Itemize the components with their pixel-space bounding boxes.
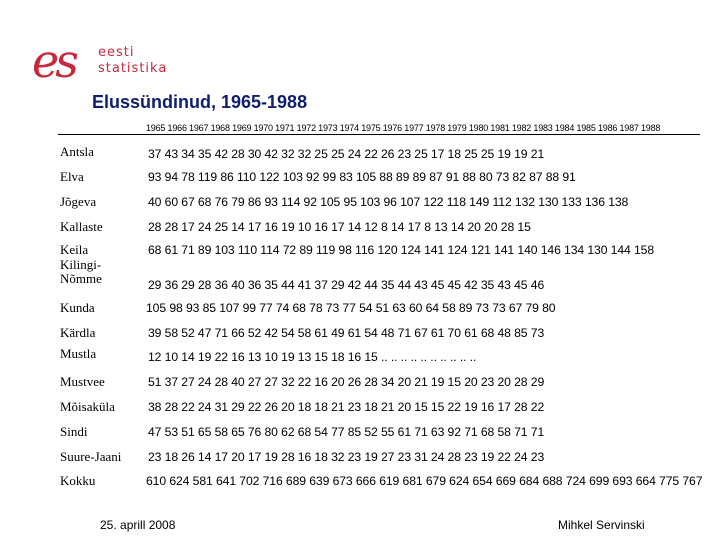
row-name: Mustvee (60, 374, 105, 389)
table-row (60, 474, 706, 492)
row-name: Suure-Jaani (60, 449, 122, 464)
table-row (60, 347, 706, 365)
footer-date: 25. aprill 2008 (100, 518, 176, 532)
row-values: 68 61 71 89 103 110 114 72 89 119 98 116 120 124 141 124 121 141 140 146 134 130 144 158 (148, 243, 655, 257)
row-values: 610 624 581 641 702 716 689 639 673 666 619 681 679 624 654 669 684 688 724 699 693 664 775 767 (146, 474, 703, 488)
row-name: Kärdla (60, 325, 96, 340)
logo-word-line2: statistika (98, 61, 168, 76)
row-name: Elva (60, 169, 84, 184)
page-title: Elussündinud, 1965-1988 (92, 92, 308, 112)
table-row (60, 170, 706, 188)
row-values: 28 28 17 24 25 14 17 16 19 10 16 17 14 12 8 14 17 8 13 14 20 20 28 15 (148, 220, 531, 234)
row-name: Kilingi- Nõmme (60, 257, 102, 286)
row-name: Mõisaküla (60, 399, 115, 414)
table-row (60, 257, 706, 292)
table-row (60, 145, 706, 163)
row-values: 23 18 26 14 17 20 17 19 28 16 18 32 23 19 27 23 31 24 28 23 19 22 24 23 (148, 450, 545, 464)
table-row (60, 326, 706, 344)
row-values: 47 53 51 65 58 65 76 80 62 68 54 77 85 52 55 61 71 63 92 71 68 58 71 71 (148, 425, 545, 439)
row-name: Jõgeva (60, 194, 97, 209)
row-name: Keila (60, 242, 89, 257)
table-row (60, 450, 706, 468)
row-name: Kunda (60, 300, 95, 315)
table-row (60, 425, 706, 443)
row-name: Mustla (60, 346, 97, 361)
row-values: 40 60 67 68 76 79 86 93 114 92 105 95 103 96 107 122 118 149 112 132 130 133 136 138 (148, 195, 629, 209)
logo-mark: es (32, 34, 75, 88)
table-row (60, 375, 706, 393)
table-row (60, 301, 706, 319)
row-name: Kallaste (60, 219, 103, 234)
row-name: Antsla (60, 144, 94, 159)
row-name: Kokku (60, 473, 96, 488)
year-header: 1965 1966 1967 1968 1969 1970 1971 1972 1973 1974 1975 1976 1977 1978 1979 1980 1981 1982 1983 1984 1985 1986 1987 1988 (146, 123, 661, 133)
header-rule (58, 134, 700, 135)
row-name: Sindi (60, 424, 88, 439)
logo (32, 34, 182, 90)
row-values: 105 98 93 85 107 99 77 74 68 78 73 77 54 51 63 60 64 58 89 73 73 67 79 80 (146, 301, 556, 315)
row-values: 29 36 29 28 36 40 36 35 44 41 37 29 42 44 35 44 43 45 45 42 35 43 45 46 (148, 278, 545, 292)
row-values: 93 94 78 119 86 110 122 103 92 99 83 105 88 89 89 87 91 88 80 73 82 87 88 91 (148, 170, 576, 184)
footer-author: Mihkel Servinski (558, 518, 645, 532)
row-values: 38 28 22 24 31 29 22 26 20 18 18 21 23 18 21 20 15 15 22 19 16 17 28 22 (148, 400, 545, 414)
logo-word-line1: eesti (98, 45, 135, 60)
row-values: 51 37 27 24 28 40 27 27 32 22 16 20 26 28 34 20 21 19 15 20 23 20 28 29 (148, 375, 545, 389)
row-values: 39 58 52 47 71 66 52 42 54 58 61 49 61 54 48 71 67 61 70 61 68 48 85 73 (148, 326, 545, 340)
row-values: 37 43 34 35 42 28 30 42 32 32 25 25 24 22 26 23 25 17 18 25 25 19 19 21 (148, 147, 545, 161)
table-row (60, 400, 706, 418)
table-row (60, 195, 706, 213)
table-row (60, 220, 706, 238)
row-values: 12 10 14 19 22 16 13 10 19 13 15 18 16 15 .. .. .. .. .. .. .. .. .. .. (148, 350, 477, 364)
